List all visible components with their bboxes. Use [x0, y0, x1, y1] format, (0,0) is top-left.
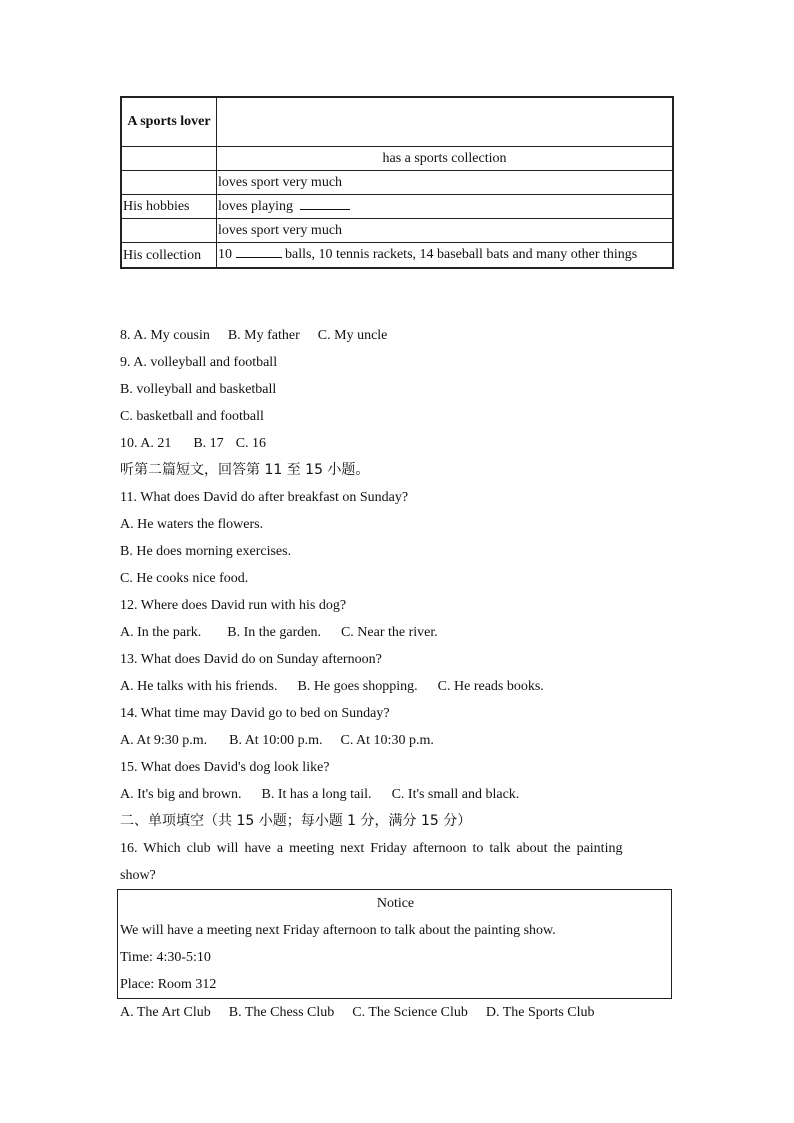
question-line [120, 403, 680, 430]
table-row [121, 243, 673, 269]
notice-title: Notice [376, 896, 415, 911]
collection-label: His collection [121, 243, 217, 269]
part-heading: 二、单项填空（共 15 小题；每小题 1 分，满分 15 分） [120, 813, 472, 829]
option-line [120, 999, 680, 1026]
question-list [120, 322, 680, 1026]
notice-line: We will have a meeting next Friday afternoon to talk about the painting show. [120, 923, 556, 938]
question-stem: 15. What does David's dog look like? [120, 760, 330, 775]
option-text: B. He does morning exercises. [120, 544, 292, 559]
table-row [121, 171, 673, 195]
option-line [120, 538, 680, 565]
collection-suffix: balls, 10 tennis rackets, 14 baseball bats and many other things [285, 247, 638, 262]
option-line [120, 565, 680, 592]
table-header-cell: A sports lover [121, 97, 217, 147]
option-text: B. It has a long tail. [261, 787, 372, 802]
option-line [120, 673, 680, 700]
option-text: C. The Science Club [352, 1005, 468, 1020]
option-text: A. The Art Club [120, 1005, 211, 1020]
option-text: C. He cooks nice food. [120, 571, 249, 586]
notice-line: Time: 4:30-5:10 [120, 950, 211, 965]
option-text: B. My father [227, 328, 300, 343]
table-cell [121, 171, 217, 195]
option-text: B. 17 [193, 436, 224, 451]
option-text: C. At 10:30 p.m. [340, 733, 434, 748]
hobby2-text: loves playing [218, 199, 294, 214]
option-text: B. He goes shopping. [297, 679, 418, 694]
table-row [121, 195, 673, 219]
table-cell: loves sport very much [217, 219, 674, 243]
option-line [120, 511, 680, 538]
answer-blank[interactable] [236, 243, 282, 258]
option-text: C. It's small and black. [391, 787, 520, 802]
option-text: C. He reads books. [437, 679, 544, 694]
option-text: A. He talks with his friends. [120, 679, 278, 694]
option-text: B. At 10:00 p.m. [229, 733, 323, 748]
option-text: A. He waters the flowers. [120, 517, 264, 532]
option-text: A. In the park. [120, 625, 202, 640]
question-stem: show? [120, 868, 156, 883]
table-cell [121, 147, 217, 171]
answer-blank[interactable] [300, 195, 350, 210]
notice-line: Place: Room 312 [120, 977, 217, 992]
option-text: A. It's big and brown. [120, 787, 242, 802]
question-line [120, 322, 680, 349]
option-text: 9. A. volleyball and football [120, 355, 278, 370]
table-row [121, 147, 673, 171]
table-row [121, 97, 673, 147]
option-text: 10. A. 21 [120, 436, 172, 451]
table-row [121, 219, 673, 243]
table-cell [121, 219, 217, 243]
option-text: B. volleyball and basketball [120, 382, 277, 397]
option-text: A. At 9:30 p.m. [120, 733, 208, 748]
option-text: B. The Chess Club [228, 1005, 335, 1020]
option-line [120, 781, 680, 808]
question-stem: 13. What does David do on Sunday afternoon? [120, 652, 382, 667]
table-cell: loves sport very much [217, 171, 674, 195]
question-stem: 11. What does David do after breakfast on Sunday? [120, 490, 409, 505]
table-cell [217, 195, 674, 219]
option-text: C. My uncle [317, 328, 388, 343]
option-text: C. 16 [235, 436, 267, 451]
question-line [120, 349, 680, 376]
section-heading: 听第二篇短文，回答第 11 至 15 小题。 [120, 462, 370, 478]
table-cell [217, 243, 674, 269]
table-cell: has a sports collection [217, 147, 674, 171]
option-text: C. Near the river. [340, 625, 438, 640]
question-line [120, 376, 680, 403]
question-stem: 14. What time may David go to bed on Sunday? [120, 706, 390, 721]
table-cell [217, 97, 674, 147]
option-line [120, 619, 680, 646]
question-stem: 16. Which club will have a meeting next Friday afternoon to talk about the painting [120, 841, 623, 856]
option-text: C. basketball and football [120, 409, 264, 424]
option-text: B. In the garden. [227, 625, 321, 640]
collection-prefix: 10 [218, 247, 232, 262]
sports-lover-table [120, 96, 674, 269]
notice-box [117, 889, 672, 999]
question-stem: 12. Where does David run with his dog? [120, 598, 347, 613]
hobbies-label: His hobbies [121, 195, 217, 219]
option-text: 8. A. My cousin [120, 328, 210, 343]
question-line [120, 430, 680, 457]
option-line [120, 727, 680, 754]
option-text: D. The Sports Club [485, 1005, 595, 1020]
